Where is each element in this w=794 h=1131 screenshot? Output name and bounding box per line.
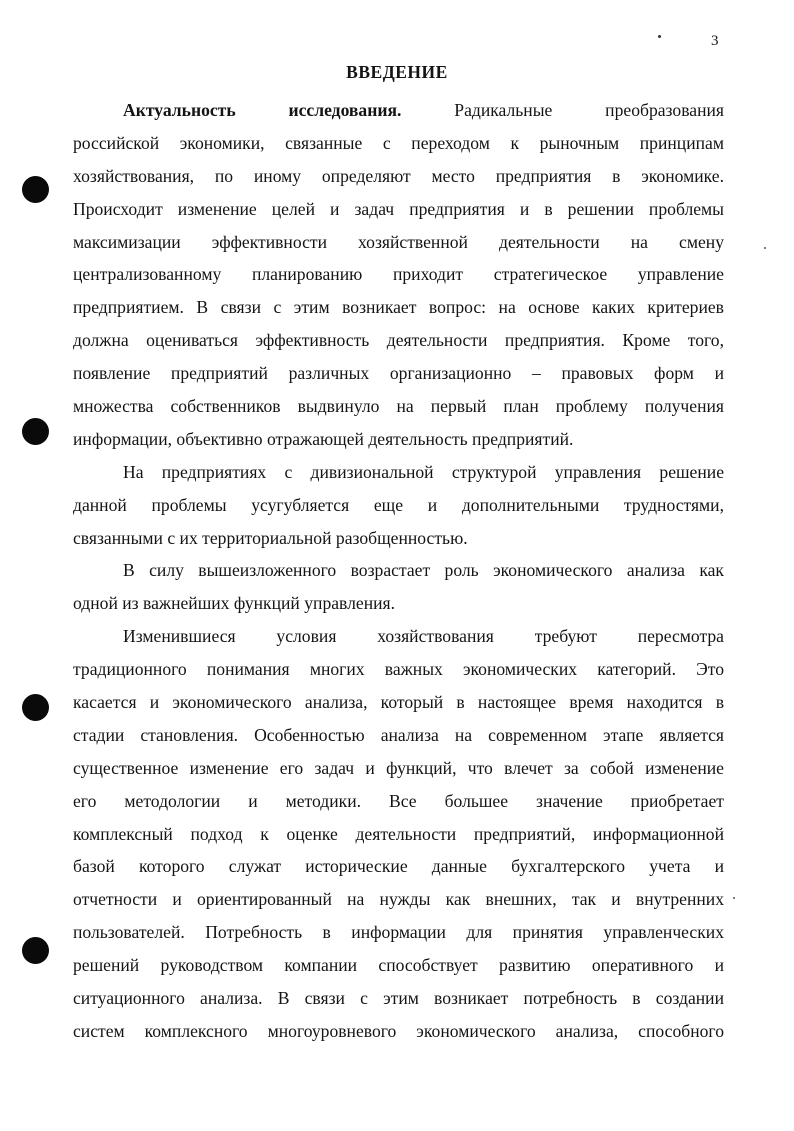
- text-line: касается и экономического анализа, который в настоящее время находится в: [73, 692, 724, 713]
- scan-mark: [658, 35, 661, 38]
- text-line: данной проблемы усугубляется еще и дополнительными трудностями,: [73, 494, 724, 515]
- text-line: предприятием. В связи с этим возникает вопрос: на основе каких критериев: [73, 297, 724, 318]
- binder-hole-3: [22, 694, 49, 721]
- text-line: стадии становления. Особенностью анализа на современном этапе является: [73, 724, 724, 745]
- text-line: решений руководством компании способствует развитию оперативного и: [73, 955, 724, 976]
- page-number: 3: [711, 33, 719, 49]
- text-line: множества собственников выдвинуло на первый план проблему получения: [73, 396, 724, 417]
- text-line: На предприятиях с дивизиональной структурой управления решение: [123, 461, 724, 482]
- scan-speck: [733, 897, 735, 899]
- text-line: Изменившиеся условия хозяйствования требуют пересмотра: [123, 626, 724, 647]
- text-line: существенное изменение его задач и функций, что влечет за собой изменение: [73, 757, 724, 778]
- text-line: Актуальность исследования. Радикальные преобразования: [123, 100, 725, 120]
- text-line: максимизации эффективности хозяйственной деятельности на смену: [73, 231, 724, 252]
- section-lead-heading: Актуальность исследования.: [123, 100, 402, 120]
- text-line: должна оцениваться эффективность деятельности предприятия. Кроме того,: [73, 330, 724, 351]
- text-line: пользователей. Потребность в информации для принятия управленческих: [73, 922, 724, 943]
- text-line: традиционного понимания многих важных экономических категорий. Это: [73, 659, 724, 680]
- body-text: [73, 94, 724, 1048]
- text-line: его методологии и методики. Все большее значение приобретает: [73, 790, 724, 811]
- text-line: систем комплексного многоуровневого экономического анализа, способного: [73, 1020, 724, 1041]
- text-line: комплексный подход к оценке деятельности предприятий, информационной: [73, 823, 724, 844]
- binder-hole-2: [22, 418, 49, 445]
- text-line: хозяйствования, по иному определяют место предприятия в экономике.: [73, 165, 724, 186]
- page-title: ВВЕДЕНИЕ: [346, 62, 448, 82]
- text-line: информации, объективно отражающей деятельность предприятий.: [73, 428, 574, 449]
- binder-hole-4: [22, 937, 49, 964]
- text-line: базой которого служат исторические данные бухгалтерского учета и: [73, 856, 724, 877]
- text-line: одной из важнейших функций управления.: [73, 593, 396, 614]
- text-line: Происходит изменение целей и задач предприятия и в решении проблемы: [73, 198, 724, 219]
- text-line: российской экономики, связанные с переходом к рыночным принципам: [73, 132, 724, 153]
- text-line: появление предприятий различных организационно – правовых форм и: [73, 363, 724, 384]
- binder-hole-1: [22, 176, 49, 203]
- text-line: В силу вышеизложенного возрастает роль экономического анализа как: [123, 560, 724, 581]
- scan-speck: [764, 247, 766, 249]
- text-line: отчетности и ориентированный на нужды как внешних, так и внутренних: [73, 889, 724, 910]
- text-line: ситуационного анализа. В связи с этим возникает потребность в создании: [73, 988, 724, 1009]
- text-line: централизованному планированию приходит стратегическое управление: [73, 264, 724, 285]
- text-line: связанными с их территориальной разобщенностью.: [73, 527, 468, 548]
